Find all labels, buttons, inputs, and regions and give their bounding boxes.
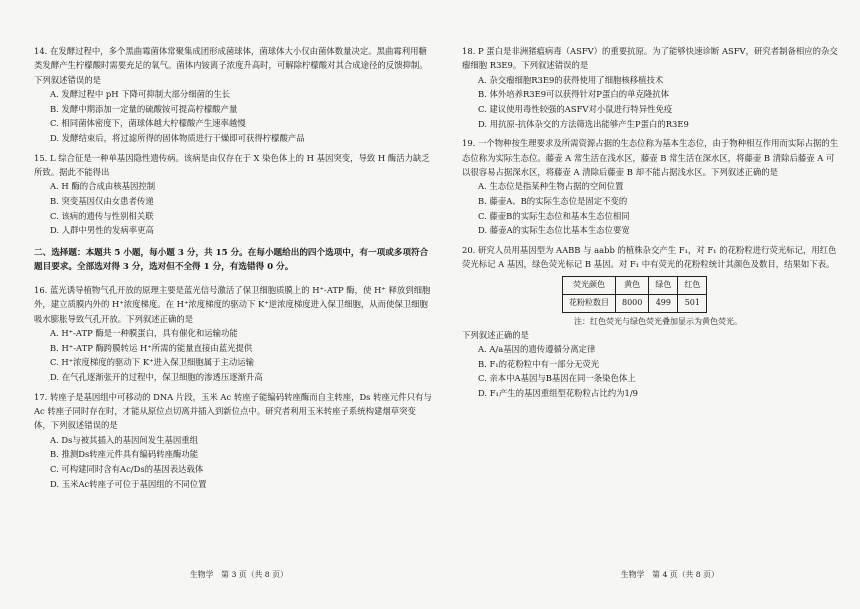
fluorescence-table xyxy=(562,276,707,313)
question-15-option-c: C. 该病的遗传与性别相关联 xyxy=(50,210,154,221)
question-14-option-d: D. 发酵结束后，将过滤所得的固体物质进行干燥即可获得柠檬酸产品 xyxy=(50,133,305,143)
question-16-option-d: D. 在气孔逐渐张开的过程中，保卫细胞的渗透压逐渐升高 xyxy=(50,371,263,382)
question-18-option-a: A. 杂交瘤细胞R3E9的获得使用了细胞核移植技术 xyxy=(478,74,664,85)
section-instructions: 本题共 5 小题，每小题 3 分，共 15 分。在每小题给出的四个选项中，有一项或多项符合题目要求。全部选对得 3 分，选对但不全得 1 分，有选错得 0 分。 xyxy=(34,247,429,273)
question-16-option-b: B. H⁺-ATP 酶跨膜转运 H⁺所需的能量直接由蓝光提供 xyxy=(50,342,253,353)
question-14-option-c: C. 相同菌体密度下，菌球体越大柠檬酸产生速率越慢 xyxy=(50,118,246,129)
left-column xyxy=(34,44,432,496)
question-15-option-a: A. H 酶的合成由核基因控制 xyxy=(50,181,156,192)
table-cell: 荧光颜色 xyxy=(563,276,616,294)
question-16-stem: 16. 蓝光诱导植物气孔开放的原理主要是蓝光信号激活了保卫细胞质膜上的 H⁺-ATP 酶，使 H⁺ 释放到细胞外，建立质膜内外的 H⁺浓度梯度。在 H⁺浓度梯度的驱动下 K⁺逆浓度梯度进入保卫细胞，从而使保卫细胞吸水膨胀导致气孔开放。下列叙述正确的是 xyxy=(34,284,431,324)
section-heading xyxy=(34,246,432,275)
question-14-option-a: A. 发酵过程中 pH 下降可抑制大部分细菌的生长 xyxy=(50,89,231,100)
table-note: 注：红色荧光与绿色荧光叠加显示为黄色荧光。 xyxy=(574,316,742,326)
question-16 xyxy=(34,283,432,385)
question-19-option-c: C. 藤壶B的实际生态位和基本生态位相同 xyxy=(478,210,630,221)
question-20-option-a: A. A/a基因的遗传遵循分离定律 xyxy=(478,344,596,354)
table-cell: 红色 xyxy=(678,276,707,294)
question-20-option-d: D. F₁产生的基因重组型花粉粒占比约为1/9 xyxy=(478,387,639,398)
question-18-option-d: D. 用抗原-抗体杂交的方法筛选出能够产生P蛋白的R3E9 xyxy=(478,118,689,129)
question-14-option-b: B. 发酵中期添加一定量的硫酸铵可提高柠檬酸产量 xyxy=(50,103,238,114)
question-15-stem: 15. L 综合征是一种单基因隐性遗传病。该病是由仅存在于 X 染色体上的 H 基因突变，导致 H 酶活力缺乏所致。据此不能得出 xyxy=(34,152,430,177)
question-20-lead: 下列叙述正确的是 xyxy=(462,329,529,340)
table-row xyxy=(563,294,707,312)
section-title: 二、选择题： xyxy=(34,247,86,258)
question-17-option-b: B. 推测Ds转座元件具有编码转座酶功能 xyxy=(50,449,199,460)
question-20-option-c: C. 亲本中A基因与B基因在同一条染色体上 xyxy=(478,373,636,384)
question-15 xyxy=(34,151,432,238)
question-17-option-c: C. 可构建同时含有Ac/Ds的基因表达载体 xyxy=(50,463,204,474)
table-cell: 501 xyxy=(678,294,707,312)
question-15-option-b: B. 突变基因仅由女患者传递 xyxy=(50,196,154,206)
question-19-option-a: A. 生态位是指某种生物占据的空间位置 xyxy=(478,181,624,192)
question-15-option-d: D. 人群中男性的发病率更高 xyxy=(50,225,154,236)
question-19 xyxy=(462,136,840,238)
right-column xyxy=(462,44,840,405)
question-18-stem: 18. P 蛋白是非洲猪瘟病毒（ASFV）的重要抗原。为了能够快速诊断 ASFV，研究者制备相应的杂交瘤细胞 R3E9。下列叙述错误的是 xyxy=(462,46,838,71)
question-17-option-a: A. Ds与被其插入的基因间发生基因重组 xyxy=(50,434,199,445)
question-20 xyxy=(462,243,840,401)
question-14-stem: 14. 在发酵过程中，多个黑曲霉菌体常聚集成团形成菌球体，菌球体大小仅由菌体数量决定。黑曲霉利用糖类发酵产生柠檬酸时需要充足的氧气。菌体内铵离子浓度升高时，可解除柠檬酸对其合成途径的反馈抑制。下列叙述错误的是 xyxy=(34,46,428,85)
question-20-option-b: B. F₁的花粉粒中有一部分无荧光 xyxy=(478,358,600,369)
table-cell: 绿色 xyxy=(649,276,678,294)
page-footer-left: 生物学 第 3 页（共 8 页） xyxy=(190,570,288,579)
question-20-stem: 20. 研究人员用基因型为 AABB 与 aabb 的植株杂交产生 F₁，对 F₁ 的花粉粒进行荧光标记，用红色荧光标记 A 基因，绿色荧光标记 B 基因。对 F₁ 中有荧光的花粉粒统计其颜色及数目，结果如下表。 xyxy=(462,244,837,270)
question-19-option-b: B. 藤壶A、B的实际生态位是固定不变的 xyxy=(478,196,628,206)
question-19-option-d: D. 藤壶A的实际生态位比基本生态位要宽 xyxy=(478,225,630,236)
question-18-option-c: C. 建议使用毒性较强的ASFV对小鼠进行特异性免疫 xyxy=(478,104,673,114)
question-17-option-d: D. 玉米Ac转座子可位于基因组的不同位置 xyxy=(50,478,207,489)
question-17-stem: 17. 转座子是基因组中可移动的 DNA 片段，玉米 Ac 转座子能编码转座酶而自主转座，Ds 转座元件只有与 Ac 转座子同时存在时，才能从原位点切离并插入到新位点中。研究者利用玉米转座子系统构建烟草突变体，下列叙述错误的是 xyxy=(34,391,432,431)
table-cell: 黄色 xyxy=(616,276,649,294)
question-19-stem: 19. 一个物种按生理要求及所需资源占据的生态位称为基本生态位，由于物种相互作用而实际占据的生态位称为实际生态位。藤壶 A 常生活在浅水区，藤壶 B 常生活在深水区，将藤壶 B 清除后藤壶 A 可以很容易占据深水区，将藤壶 A 清除后藤壶 B 却不能占据浅水区。下列叙述正确的是 xyxy=(462,138,839,177)
question-16-option-c: C. H⁺浓度梯度的驱动下 K⁺进入保卫细胞属于主动运输 xyxy=(50,357,254,368)
question-18 xyxy=(462,44,840,131)
page-footer-right: 生物学 第 4 页（共 8 页） xyxy=(621,570,719,579)
table-cell: 花粉粒数目 xyxy=(563,294,616,312)
question-14 xyxy=(34,44,432,146)
question-17 xyxy=(34,390,432,492)
table-cell: 8000 xyxy=(616,294,649,312)
question-18-option-b: B. 体外培养R3E9可以获得针对P蛋白的单克隆抗体 xyxy=(478,89,669,100)
question-16-option-a: A. H⁺-ATP 酶是一种膜蛋白，具有催化和运输功能 xyxy=(50,328,238,339)
table-cell: 499 xyxy=(649,294,678,312)
table-header-row xyxy=(563,276,707,294)
